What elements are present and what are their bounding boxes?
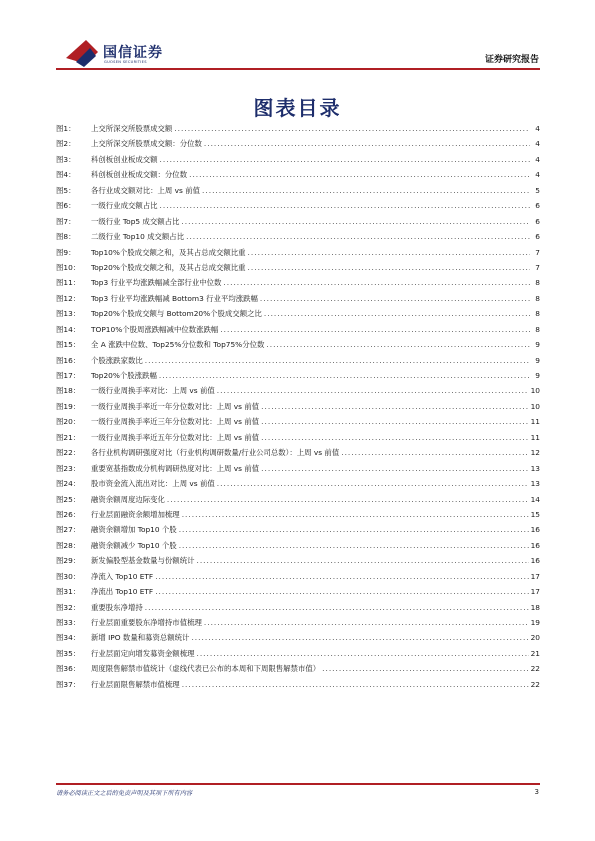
toc-entry-title: 全 A 涨跌中位数、Top25%分位数和 Top75%分位数 — [91, 340, 265, 350]
toc-entry-page: 6 — [535, 201, 540, 211]
toc-entry-title: 上交所深交所股票成交额：分位数 — [91, 139, 202, 149]
toc-title: 图表目录 — [253, 96, 342, 120]
toc-entry-title: 重要股东净增持 — [91, 602, 143, 612]
toc-dot-leader — [223, 275, 530, 290]
toc-entry-page: 16 — [530, 540, 540, 550]
toc-entry-page: 11 — [530, 432, 540, 442]
toc-entry[interactable] — [56, 368, 540, 383]
toc-dot-leader — [189, 167, 530, 182]
toc-entry[interactable] — [56, 522, 540, 537]
toc-entry[interactable] — [56, 136, 540, 151]
toc-entry-page: 22 — [530, 664, 540, 674]
header-divider — [56, 68, 540, 70]
toc-entry[interactable] — [56, 337, 540, 352]
logo-brand-english: GUOSEN SECURITIES — [104, 60, 147, 64]
toc-entry-page: 9 — [535, 340, 540, 350]
toc-entry-page: 4 — [535, 139, 540, 149]
toc-entry[interactable] — [56, 630, 540, 645]
toc-dot-leader — [167, 492, 529, 507]
toc-entry[interactable] — [56, 553, 540, 568]
toc-entry-number: 图20： — [56, 417, 81, 427]
toc-entry-page: 17 — [530, 571, 540, 581]
toc-entry[interactable] — [56, 383, 540, 398]
toc-dot-leader — [204, 136, 530, 151]
toc-entry-title: 融资余额增加 Top10 个股 — [91, 525, 177, 535]
toc-entry-title: 一级行业成交额占比 — [91, 201, 158, 211]
toc-entry-number: 图22： — [56, 448, 81, 458]
toc-entry-title: Top20%个股成交额之和，及其占总成交额比重 — [91, 262, 246, 272]
toc-entry-title: 行业层面重要股东净增持市值梳理 — [91, 618, 202, 627]
toc-entry-number: 图33： — [56, 618, 81, 627]
toc-entry-page: 4 — [535, 170, 540, 180]
footer-disclaimer: 请务必阅读正文之后的免责声明及其项下所有内容 — [56, 790, 193, 797]
toc-list — [56, 121, 540, 692]
toc-entry-title: 个股涨跌家数比 — [91, 355, 143, 365]
toc-entry[interactable] — [56, 661, 540, 676]
toc-dot-leader — [145, 600, 529, 615]
toc-entry[interactable] — [56, 569, 540, 584]
toc-entry-title: 一级行业周换手率近三年分位数对比：上周 vs 前值 — [91, 417, 260, 427]
toc-dot-leader — [191, 630, 528, 645]
toc-dot-leader — [159, 368, 530, 383]
toc-entry-page: 17 — [530, 587, 540, 597]
logo-brand-name: 国信证券 — [103, 45, 163, 61]
toc-entry-page: 4 — [535, 124, 540, 133]
toc-entry-title: 二级行业 Top10 成交额占比 — [91, 232, 185, 242]
toc-entry-number: 图36： — [56, 664, 81, 674]
report-type-label: 证券研究报告 — [484, 55, 539, 65]
toc-entry[interactable] — [56, 492, 540, 507]
toc-entry-page: 21 — [530, 648, 540, 658]
toc-dot-leader — [220, 322, 530, 337]
toc-dot-leader — [217, 476, 529, 491]
toc-entry-number: 图7： — [56, 216, 76, 226]
toc-entry-page: 14 — [530, 494, 540, 504]
toc-dot-leader — [261, 414, 528, 429]
toc-dot-leader — [264, 306, 530, 321]
toc-entry-title: 一级行业周换手率对比：上周 vs 前值 — [91, 386, 215, 396]
toc-entry-number: 图6： — [56, 201, 76, 211]
toc-dot-leader — [155, 569, 528, 584]
toc-entry-number: 图32： — [56, 602, 81, 612]
toc-entry-number: 图15： — [56, 340, 81, 350]
toc-entry-number: 图12： — [56, 293, 81, 303]
toc-entry-title: 净流入 Top10 ETF — [91, 571, 154, 581]
toc-entry[interactable] — [56, 322, 540, 337]
toc-entry-number: 图4： — [56, 170, 76, 180]
toc-entry-page: 5 — [535, 185, 540, 195]
toc-entry-page: 8 — [535, 324, 540, 334]
toc-entry[interactable] — [56, 167, 540, 182]
toc-entry-number: 图26： — [56, 509, 81, 519]
toc-entry-page: 4 — [535, 154, 540, 164]
toc-entry-number: 图17： — [56, 371, 81, 380]
toc-entry-page: 6 — [535, 216, 540, 226]
toc-dot-leader — [196, 553, 528, 568]
toc-entry-page: 8 — [535, 293, 540, 303]
toc-entry-title: 行业层面融资余额增加梳理 — [91, 509, 180, 519]
toc-entry-number: 图30： — [56, 571, 81, 581]
toc-entry-title: 融资余额周度边际变化 — [91, 494, 165, 504]
toc-entry-number: 图18： — [56, 386, 81, 396]
toc-entry-title: 新增 IPO 数量和募资总额统计 — [91, 633, 190, 643]
toc-entry-number: 图3： — [56, 154, 76, 164]
toc-entry-title: 一级行业周换手率近一年分位数对比：上周 vs 前值 — [91, 401, 260, 411]
toc-entry[interactable] — [56, 229, 540, 244]
toc-dot-leader — [174, 121, 530, 136]
toc-dot-leader — [155, 584, 528, 599]
toc-entry-title: 行业层面定向增发募资金额梳理 — [91, 648, 195, 658]
toc-entry-title: 行业层面限售解禁市值梳理 — [91, 679, 180, 689]
toc-entry[interactable] — [56, 646, 540, 661]
toc-entry-number: 图35： — [56, 648, 81, 658]
toc-entry-number: 图5： — [56, 185, 76, 195]
toc-entry[interactable] — [56, 414, 540, 429]
toc-entry-number: 图11： — [56, 278, 81, 288]
toc-entry[interactable] — [56, 245, 540, 260]
toc-entry-number: 图16： — [56, 355, 81, 365]
toc-entry[interactable] — [56, 476, 540, 491]
toc-entry-page: 9 — [535, 355, 540, 365]
toc-entry-number: 图14： — [56, 324, 81, 334]
toc-entry-page: 13 — [530, 463, 540, 473]
toc-entry-page: 11 — [530, 417, 540, 427]
toc-entry-page: 8 — [535, 278, 540, 288]
toc-entry-number: 图31： — [56, 587, 81, 597]
toc-entry-title: TOP10%个股周涨跌幅减中位数涨跌幅 — [91, 324, 219, 334]
toc-entry[interactable] — [56, 507, 540, 522]
toc-entry-page: 6 — [535, 232, 540, 242]
toc-entry[interactable] — [56, 584, 540, 599]
toc-dot-leader — [217, 383, 529, 398]
toc-entry-number: 图2： — [56, 139, 76, 149]
toc-entry[interactable] — [56, 353, 540, 368]
toc-dot-leader — [261, 399, 528, 414]
toc-entry-number: 图25： — [56, 494, 81, 504]
toc-entry-page: 15 — [530, 509, 540, 519]
toc-entry-number: 图13： — [56, 309, 81, 319]
toc-entry-number: 图29： — [56, 556, 81, 566]
toc-entry-title: 上交所深交所股票成交额 — [91, 124, 173, 133]
toc-entry-title: 各行业机构调研强度对比（行业机构调研数量/行业公司总数）：上周 vs 前值 — [91, 448, 340, 458]
toc-entry-title: Top20%个股成交额与 Bottom20%个股成交额之比 — [91, 309, 262, 319]
toc-entry-title: 融资余额减少 Top10 个股 — [91, 540, 177, 550]
toc-entry-title: 重要宽基指数成分机构调研热度对比：上周 vs 前值 — [91, 463, 260, 473]
toc-dot-leader — [248, 245, 530, 260]
toc-entry[interactable] — [56, 121, 540, 136]
toc-entry[interactable] — [56, 306, 540, 321]
toc-entry-page: 7 — [535, 247, 540, 257]
toc-entry-title: 周度限售解禁市值统计（虚线代表已公布的本周和下周限售解禁市值） — [91, 664, 321, 674]
toc-entry-page: 19 — [530, 618, 540, 627]
toc-entry[interactable] — [56, 275, 540, 290]
toc-entry-number: 图34： — [56, 633, 81, 643]
toc-entry-page: 22 — [530, 679, 540, 689]
toc-entry-title: 一级行业周换手率近五年分位数对比：上周 vs 前值 — [91, 432, 260, 442]
toc-dot-leader — [248, 260, 530, 275]
toc-dot-leader — [196, 646, 528, 661]
toc-entry[interactable] — [56, 600, 540, 615]
toc-entry-page: 10 — [530, 401, 540, 411]
toc-entry-page: 7 — [535, 262, 540, 272]
toc-entry[interactable] — [56, 214, 540, 229]
toc-entry[interactable] — [56, 430, 540, 445]
toc-entry-title: 科创板创业板成交额：分位数 — [91, 170, 188, 180]
toc-entry[interactable] — [56, 538, 540, 553]
toc-entry[interactable] — [56, 183, 540, 198]
toc-entry-page: 16 — [530, 556, 540, 566]
toc-entry[interactable] — [56, 399, 540, 414]
toc-entry-title: 股市资金流入流出对比：上周 vs 前值 — [91, 479, 215, 489]
toc-entry-title: 新发偏股型基金数量与份额统计 — [91, 556, 195, 566]
toc-dot-leader — [341, 445, 528, 460]
toc-entry-title: Top3 行业平均涨跌幅减 Bottom3 行业平均涨跌幅 — [91, 293, 258, 303]
toc-dot-leader — [266, 337, 530, 352]
toc-entry-number: 图27： — [56, 525, 81, 535]
toc-entry-page: 10 — [530, 386, 540, 396]
toc-entry-page: 13 — [530, 479, 540, 489]
toc-entry-title: 各行业成交额对比：上周 vs 前值 — [91, 185, 201, 195]
toc-entry-number: 图1： — [56, 124, 76, 133]
toc-entry[interactable] — [56, 615, 540, 630]
toc-entry-page: 18 — [530, 602, 540, 612]
toc-entry[interactable] — [56, 198, 540, 213]
toc-entry-title: Top10%个股成交额之和，及其占总成交额比重 — [91, 247, 246, 257]
toc-entry[interactable] — [56, 445, 540, 460]
toc-entry-page: 16 — [530, 525, 540, 535]
toc-entry[interactable] — [56, 152, 540, 167]
toc-dot-leader — [202, 183, 530, 198]
toc-entry-number: 图19： — [56, 401, 81, 411]
toc-dot-leader — [204, 615, 529, 630]
toc-entry-number: 图21： — [56, 432, 81, 442]
toc-dot-leader — [160, 152, 530, 167]
toc-dot-leader — [182, 677, 529, 692]
toc-dot-leader — [322, 661, 528, 676]
toc-entry-page: 12 — [530, 448, 540, 458]
toc-entry-title: 净流出 Top10 ETF — [91, 587, 154, 597]
toc-dot-leader — [160, 198, 530, 213]
toc-entry-number: 图28： — [56, 540, 81, 550]
toc-entry-page: 20 — [530, 633, 540, 643]
footer-divider — [56, 783, 540, 785]
toc-entry[interactable] — [56, 677, 540, 692]
toc-dot-leader — [179, 538, 529, 553]
toc-dot-leader — [182, 507, 529, 522]
toc-dot-leader — [260, 291, 530, 306]
toc-entry-title: Top3 行业平均涨跌幅减全部行业中位数 — [91, 278, 222, 288]
toc-dot-leader — [181, 214, 530, 229]
toc-entry[interactable] — [56, 260, 540, 275]
toc-entry-number: 图10： — [56, 262, 81, 272]
toc-dot-leader — [179, 522, 529, 537]
toc-entry-number: 图8： — [56, 232, 76, 242]
toc-dot-leader — [261, 461, 528, 476]
toc-entry-page: 8 — [535, 309, 540, 319]
toc-dot-leader — [145, 353, 530, 368]
toc-dot-leader — [261, 430, 528, 445]
page-header — [0, 0, 595, 75]
toc-entry-page: 9 — [535, 371, 540, 380]
toc-entry[interactable] — [56, 461, 540, 476]
toc-entry-title: 科创板创业板成交额 — [91, 154, 158, 164]
toc-entry-number: 图9： — [56, 247, 76, 257]
toc-entry-number: 图23： — [56, 463, 81, 473]
toc-dot-leader — [186, 229, 530, 244]
toc-entry-title: 一级行业 Top5 成交额占比 — [91, 216, 180, 226]
page-number: 3 — [534, 788, 539, 796]
toc-entry-number: 图37： — [56, 679, 81, 689]
toc-entry-number: 图24： — [56, 479, 81, 489]
toc-entry[interactable] — [56, 291, 540, 306]
toc-entry-title: Top20%个股涨跌幅 — [91, 371, 157, 380]
